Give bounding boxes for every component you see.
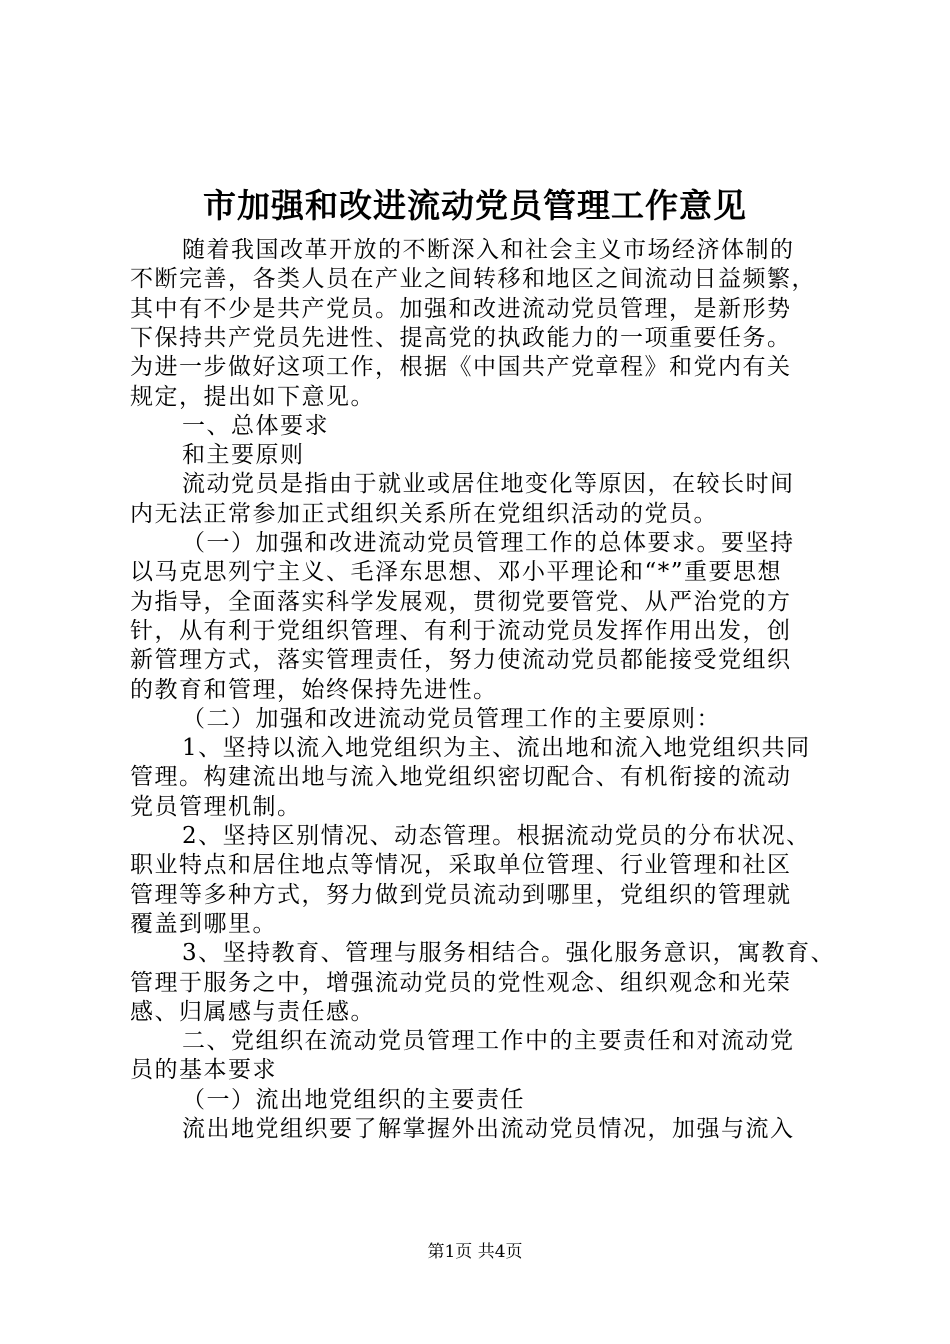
- section-heading: 员的基本要求: [130, 1057, 277, 1084]
- body-line: 流动党员是指由于就业或居住地变化等原因，在较长时间: [182, 471, 795, 498]
- page-footer: 第1页 共4页: [427, 1242, 523, 1262]
- body-line: （一）加强和改进流动党员管理工作的总体要求。要坚持: [182, 530, 795, 556]
- body-line: 新管理方式，落实管理责任，努力使流动党员都能接受党组织: [130, 647, 792, 674]
- body-line: （二）加强和改进流动党员管理工作的主要原则：: [182, 705, 721, 732]
- body-line: 管理。构建流出地与流入地党组织密切配合、有机衔接的流动: [130, 764, 792, 791]
- body-line: 为进一步做好这项工作，根据《中国共产党章程》和党内有关: [130, 354, 792, 381]
- body-line: 不断完善，各类人员在产业之间转移和地区之间流动日益频繁，: [130, 266, 816, 293]
- body-line: 感、归属感与责任感。: [130, 998, 375, 1025]
- body-line: 随着我国改革开放的不断深入和社会主义市场经济体制的: [182, 237, 795, 263]
- section-heading: 二、党组织在流动党员管理工作中的主要责任和对流动党: [182, 1028, 795, 1055]
- body-line: 管理于服务之中，增强流动党员的党性观念、组织观念和光荣: [130, 969, 792, 996]
- document-title: 市加强和改进流动党员管理工作意见: [203, 186, 747, 225]
- subsection-heading: （一）流出地党组织的主要责任: [182, 1086, 525, 1113]
- body-line: 下保持共产党员先进性、提高党的执政能力的一项重要任务。: [130, 324, 792, 351]
- body-line: 1、坚持以流入地党组织为主、流出地和流入地党组织共同: [182, 735, 811, 762]
- body-line: 管理等多种方式，努力做到党员流动到哪里，党组织的管理就: [130, 881, 792, 908]
- body-line: 2、坚持区别情况、动态管理。根据流动党员的分布状况、: [182, 823, 811, 849]
- body-line: 的教育和管理，始终保持先进性。: [130, 676, 498, 703]
- body-line: 为指导，全面落实科学发展观，贯彻党要管党、从严治党的方: [130, 588, 792, 615]
- body-line: 规定，提出如下意见。: [130, 383, 375, 410]
- body-line: 职业特点和居住地点等情况，采取单位管理、行业管理和社区: [130, 852, 792, 879]
- body-line: 覆盖到哪里。: [130, 910, 277, 937]
- body-line: 党员管理机制。: [130, 793, 302, 820]
- body-line: 以马克思列宁主义、毛泽东思想、邓小平理论和“*”重要思想: [130, 559, 783, 586]
- section-heading: 和主要原则: [182, 442, 305, 469]
- body-line: 流出地党组织要了解掌握外出流动党员情况，加强与流入: [182, 1116, 795, 1142]
- body-line: 其中有不少是共产党员。加强和改进流动党员管理，是新形势: [130, 295, 792, 322]
- body-line: 针，从有利于党组织管理、有利于流动党员发挥作用出发，创: [130, 617, 792, 644]
- body-line: 内无法正常参加正式组织关系所在党组织活动的党员。: [130, 500, 718, 527]
- body-line: 3、坚持教育、管理与服务相结合。强化服务意识，寓教育、: [182, 940, 836, 967]
- section-heading: 一、总体要求: [182, 412, 329, 439]
